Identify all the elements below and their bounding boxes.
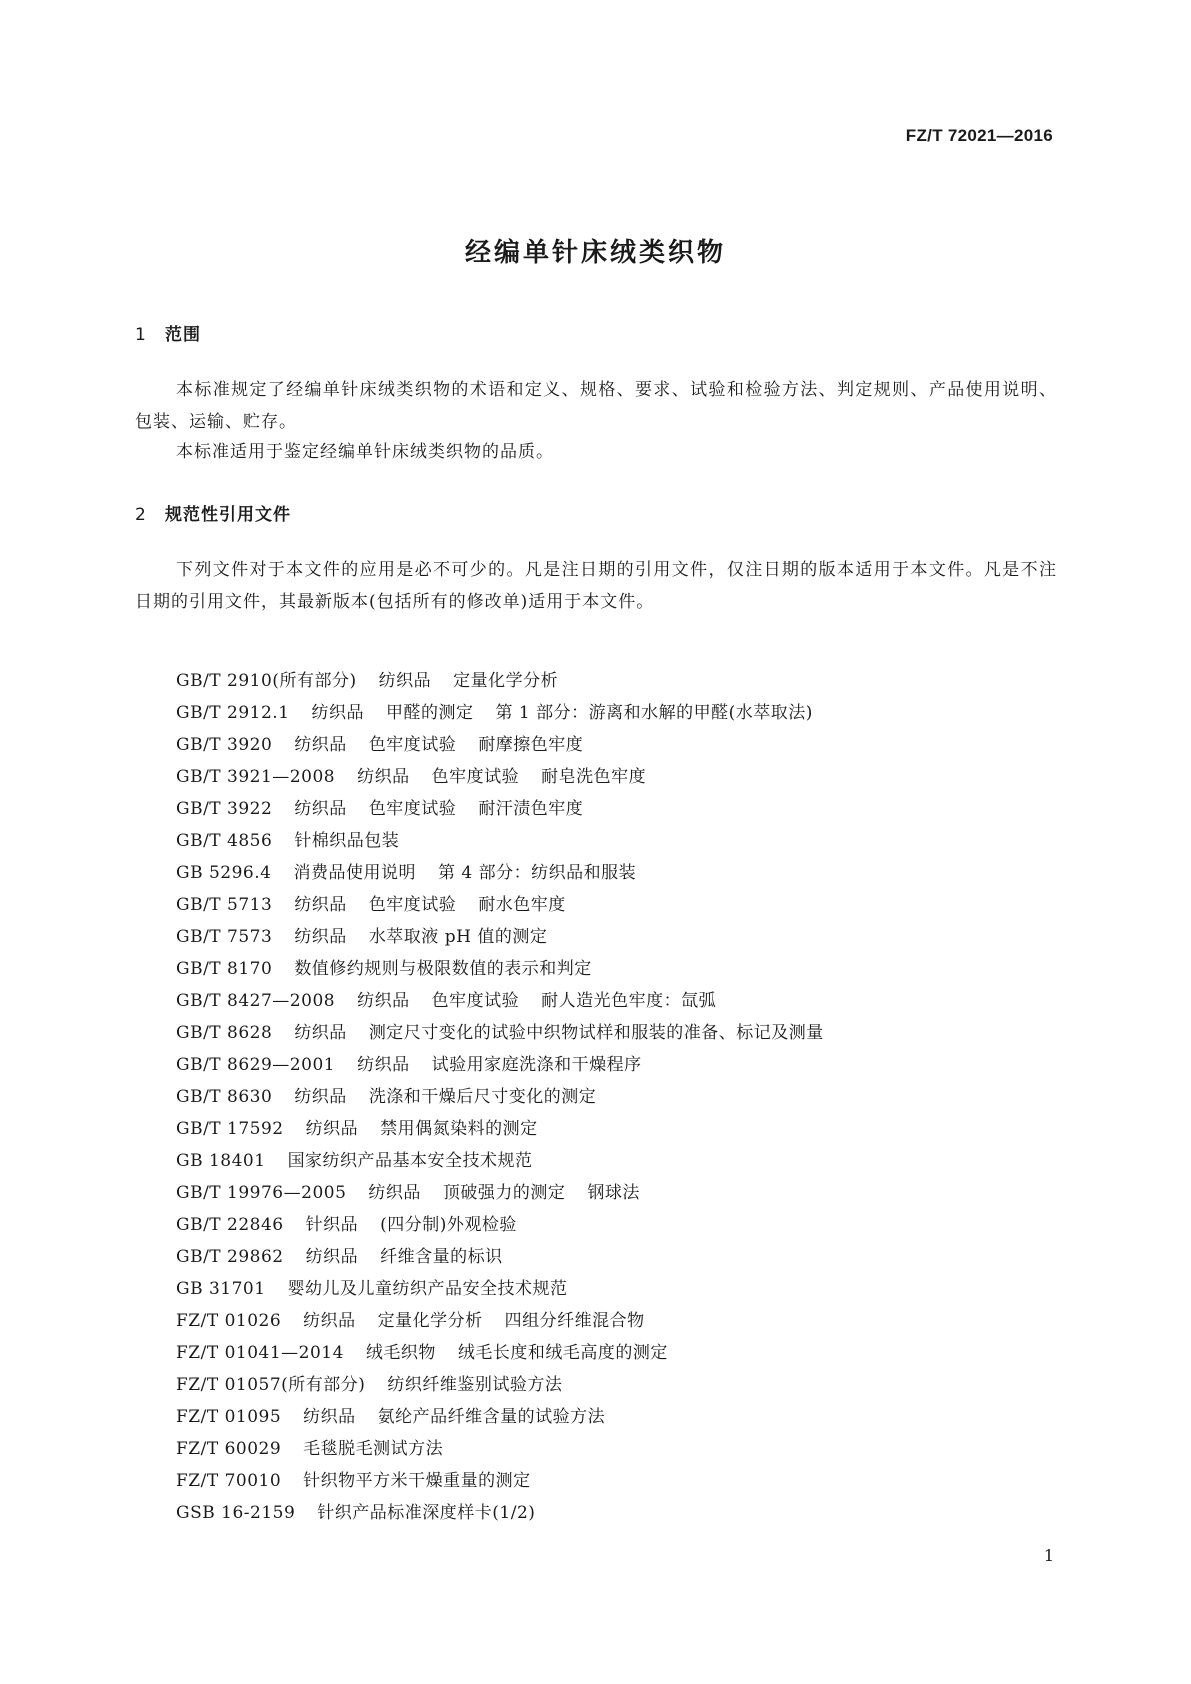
reference-title-part: 色牢度试验 xyxy=(368,895,457,915)
section-number: 2 xyxy=(135,505,147,525)
reference-title xyxy=(357,991,716,1011)
reference-code: GB/T 8630 xyxy=(176,1087,273,1107)
reference-title-part: 纺织品 xyxy=(368,1183,421,1203)
reference-title xyxy=(303,1471,531,1491)
reference-code: GB/T 29862 xyxy=(176,1247,284,1267)
reference-item xyxy=(176,1081,824,1113)
reference-item xyxy=(176,1305,824,1337)
reference-code: GB 5296.4 xyxy=(176,863,272,883)
reference-code: GB/T 7573 xyxy=(176,927,273,947)
page-number: 1 xyxy=(1043,1546,1054,1565)
normative-references-list xyxy=(176,665,824,1529)
reference-title-part: 顶破强力的测定 xyxy=(442,1183,566,1203)
section-title: 规范性引用文件 xyxy=(165,505,291,525)
reference-item xyxy=(176,1465,824,1497)
reference-title-part: 色牢度试验 xyxy=(368,735,457,755)
reference-title xyxy=(288,1151,533,1171)
reference-title-part: 纺织品 xyxy=(357,1055,410,1075)
reference-title xyxy=(294,959,592,979)
document-title: 经编单针床绒类织物 xyxy=(464,238,726,268)
reference-item xyxy=(176,1369,824,1401)
reference-code: GB/T 19976—2005 xyxy=(176,1183,347,1203)
reference-item xyxy=(176,1241,824,1273)
reference-title-part: 耐汗渍色牢度 xyxy=(478,799,584,819)
reference-code: GB/T 8427—2008 xyxy=(176,991,336,1011)
reference-title-part: 针织产品标准深度样卡(1/2) xyxy=(317,1503,536,1523)
reference-title-part: 第 1 部分：游离和水解的甲醛(水萃取法) xyxy=(495,703,813,723)
reference-item xyxy=(176,825,824,857)
reference-title-part: 水萃取液 pH 值的测定 xyxy=(368,927,548,947)
reference-item xyxy=(176,1017,824,1049)
reference-item xyxy=(176,921,824,953)
reference-item xyxy=(176,1209,824,1241)
reference-code: GSB 16-2159 xyxy=(176,1503,296,1523)
reference-title-part: 国家纺织产品基本安全技术规范 xyxy=(287,1151,533,1171)
reference-title-part: 耐摩擦色牢度 xyxy=(478,735,584,755)
reference-title-part: 婴幼儿及儿童纺织产品安全技术规范 xyxy=(287,1279,568,1299)
reference-item xyxy=(176,1433,824,1465)
reference-title-part: 定量化学分析 xyxy=(453,671,559,691)
reference-title xyxy=(306,1119,538,1139)
reference-title-part: 纺织品 xyxy=(378,671,432,691)
reference-title-part: 纺织品 xyxy=(305,1119,359,1139)
reference-title-part: 纺织品 xyxy=(357,767,410,787)
reference-title xyxy=(303,1407,605,1427)
reference-title xyxy=(317,1503,535,1523)
section-1-heading xyxy=(135,320,201,345)
reference-title xyxy=(366,1343,668,1363)
reference-title xyxy=(294,799,583,819)
reference-code: GB/T 5713 xyxy=(176,895,273,915)
reference-title xyxy=(294,927,547,947)
reference-title-part: 甲醛的测定 xyxy=(386,703,474,723)
reference-title-part: 针织品 xyxy=(305,1215,359,1235)
reference-item xyxy=(176,1401,824,1433)
reference-code: GB 31701 xyxy=(176,1279,266,1299)
reference-title xyxy=(379,671,559,691)
reference-item xyxy=(176,1049,824,1081)
reference-code: FZ/T 60029 xyxy=(176,1439,282,1459)
reference-title-part: 四组分纤维混合物 xyxy=(504,1311,645,1331)
reference-item xyxy=(176,889,824,921)
reference-title-part: 氨纶产品纤维含量的试验方法 xyxy=(377,1407,606,1427)
reference-title xyxy=(357,1055,642,1075)
reference-item xyxy=(176,1145,824,1177)
standard-code: FZ/T 72021—2016 xyxy=(905,126,1053,145)
reference-code: GB/T 8629—2001 xyxy=(176,1055,336,1075)
reference-code: GB/T 8628 xyxy=(176,1023,273,1043)
reference-title-part: 毛毯脱毛测试方法 xyxy=(303,1439,444,1459)
reference-title-part: 纺织品 xyxy=(294,895,347,915)
reference-title-part: 耐人造光色牢度：氙弧 xyxy=(541,991,717,1011)
reference-item xyxy=(176,729,824,761)
reference-code: GB/T 3922 xyxy=(176,799,273,819)
reference-code: FZ/T 01026 xyxy=(176,1311,282,1331)
reference-item xyxy=(176,697,824,729)
reference-title xyxy=(387,1375,562,1395)
reference-item xyxy=(176,793,824,825)
reference-code: GB/T 3921—2008 xyxy=(176,767,336,787)
reference-title-part: 纺织品 xyxy=(294,927,347,947)
reference-item xyxy=(176,1337,824,1369)
reference-code: GB/T 2910(所有部分) xyxy=(176,671,357,691)
reference-item xyxy=(176,985,824,1017)
reference-code: FZ/T 01057(所有部分) xyxy=(176,1375,366,1395)
reference-title-part: 钢球法 xyxy=(587,1183,640,1203)
reference-title-part: 色牢度试验 xyxy=(431,991,520,1011)
reference-item xyxy=(176,953,824,985)
reference-title-part: 定量化学分析 xyxy=(377,1311,483,1331)
reference-title xyxy=(294,895,566,915)
reference-item xyxy=(176,761,824,793)
reference-title-part: 第 4 部分：纺织品和服装 xyxy=(437,863,637,883)
reference-code: GB/T 3920 xyxy=(176,735,273,755)
reference-title-part: 测定尺寸变化的试验中织物试样和服装的准备、标记及测量 xyxy=(368,1023,824,1043)
reference-title xyxy=(294,1087,596,1107)
reference-title-part: 纺织品 xyxy=(303,1407,356,1427)
reference-title xyxy=(294,1023,824,1043)
section-2-heading xyxy=(135,500,291,525)
reference-title-part: 色牢度试验 xyxy=(368,799,457,819)
reference-code: GB/T 2912.1 xyxy=(176,703,290,723)
reference-title-part: 消费品使用说明 xyxy=(293,863,416,883)
section-title: 范围 xyxy=(165,325,201,345)
reference-title xyxy=(368,1183,640,1203)
reference-code: FZ/T 01041—2014 xyxy=(176,1343,344,1363)
reference-title xyxy=(357,767,646,787)
reference-title-part: 纺织纤维鉴别试验方法 xyxy=(387,1375,563,1395)
reference-title-part: 耐水色牢度 xyxy=(478,895,566,915)
reference-item xyxy=(176,665,824,697)
reference-title-part: 纺织品 xyxy=(305,1247,359,1267)
reference-title xyxy=(306,1215,517,1235)
reference-title-part: 针棉织品包装 xyxy=(294,831,400,851)
reference-title-part: (四分制)外观检验 xyxy=(380,1215,517,1235)
reference-title-part: 试验用家庭洗涤和干燥程序 xyxy=(431,1055,642,1075)
reference-title-part: 纺织品 xyxy=(294,799,347,819)
reference-item xyxy=(176,1497,824,1529)
reference-item xyxy=(176,857,824,889)
reference-title-part: 纺织品 xyxy=(294,1023,347,1043)
reference-title xyxy=(288,1279,568,1299)
scope-paragraph-2: 本标准适用于鉴定经编单针床绒类织物的品质。 xyxy=(176,442,554,462)
reference-title xyxy=(312,703,813,723)
reference-title-part: 绒毛长度和绒毛高度的测定 xyxy=(457,1343,668,1363)
reference-title xyxy=(306,1247,503,1267)
section-number: 1 xyxy=(135,325,147,345)
reference-title-part: 禁用偶氮染料的测定 xyxy=(380,1119,538,1139)
reference-code: GB/T 4856 xyxy=(176,831,273,851)
reference-title-part: 纺织品 xyxy=(294,1087,347,1107)
reference-title xyxy=(303,1439,443,1459)
reference-title-part: 纤维含量的标识 xyxy=(380,1247,503,1267)
reference-title-part: 数值修约规则与极限数值的表示和判定 xyxy=(294,959,592,979)
reference-title xyxy=(293,863,636,883)
reference-item xyxy=(176,1113,824,1145)
reference-title-part: 针织物平方米干燥重量的测定 xyxy=(303,1471,531,1491)
reference-title xyxy=(303,1311,645,1331)
reference-title-part: 耐皂洗色牢度 xyxy=(541,767,647,787)
reference-code: FZ/T 70010 xyxy=(176,1471,282,1491)
reference-title-part: 纺织品 xyxy=(311,703,365,723)
reference-title-part: 纺织品 xyxy=(357,991,410,1011)
reference-title-part: 绒毛织物 xyxy=(365,1343,436,1363)
reference-title xyxy=(294,831,399,851)
scope-paragraph-1: 本标准规定了经编单针床绒类织物的术语和定义、规格、要求、试验和检验方法、判定规则、产品使用说明、包装、运输、贮存。 xyxy=(135,380,1057,432)
reference-title-part: 洗涤和干燥后尺寸变化的测定 xyxy=(368,1087,597,1107)
reference-item xyxy=(176,1177,824,1209)
reference-code: GB/T 22846 xyxy=(176,1215,284,1235)
reference-title xyxy=(294,735,583,755)
reference-code: GB/T 17592 xyxy=(176,1119,284,1139)
reference-code: GB/T 8170 xyxy=(176,959,273,979)
reference-title-part: 色牢度试验 xyxy=(431,767,520,787)
reference-code: GB 18401 xyxy=(176,1151,266,1171)
reference-code: FZ/T 01095 xyxy=(176,1407,282,1427)
references-intro-paragraph: 下列文件对于本文件的应用是必不可少的。凡是注日期的引用文件，仅注日期的版本适用于本文件。凡是不注日期的引用文件，其最新版本(包括所有的修改单)适用于本文件。 xyxy=(135,560,1057,612)
reference-title-part: 纺织品 xyxy=(303,1311,356,1331)
reference-title-part: 纺织品 xyxy=(294,735,347,755)
reference-item xyxy=(176,1273,824,1305)
